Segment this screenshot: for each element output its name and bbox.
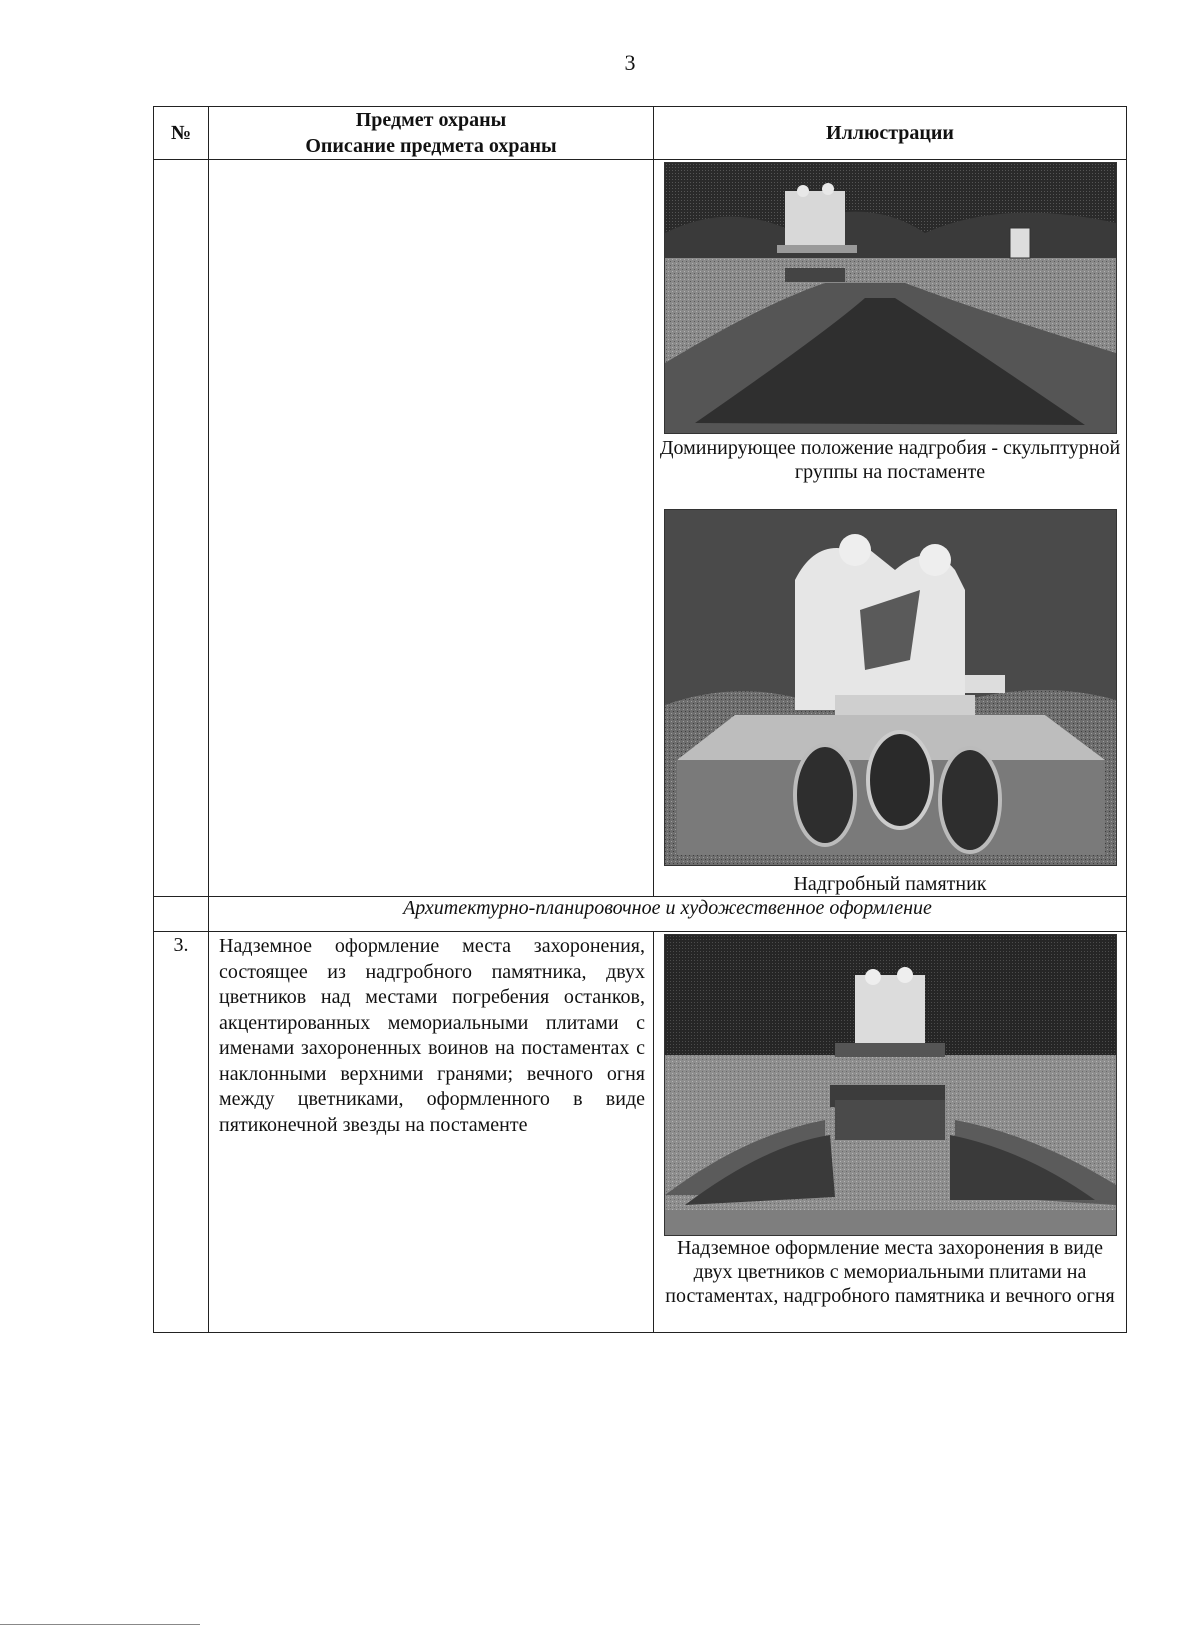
table-row-3	[154, 932, 1127, 1333]
header-subject-line2: Описание предмета охраны	[305, 135, 557, 157]
desc-cell-empty	[209, 160, 654, 897]
photo-caption-3: Надземное оформление места захоронения в виде двух цветников с мемориальными плитами на постаментах, надгробного памятника и вечного огня	[665, 1237, 1115, 1307]
header-illustrations: Иллюстрации	[654, 107, 1127, 160]
photo-memorial-avenue	[664, 162, 1117, 434]
header-subject-line1: Предмет охраны	[355, 109, 507, 131]
photo-tombstone-monument	[664, 509, 1117, 866]
photo-caption-1: Доминирующее положение надгробия - скульптурной группы на постаменте	[659, 437, 1121, 483]
protection-subject-table	[153, 106, 1127, 1333]
row-description-cell	[209, 932, 654, 1333]
num-cell-empty	[154, 160, 209, 897]
section-num-empty	[154, 897, 209, 932]
footer-rule	[0, 1624, 200, 1625]
section-header-row	[154, 897, 1127, 932]
row-number: 3.	[154, 932, 209, 1333]
header-number: №	[154, 107, 209, 160]
photo-burial-site-overview	[664, 934, 1117, 1236]
table-row-continued	[154, 160, 1127, 897]
row-illustration-cell	[654, 932, 1127, 1333]
page-number: 3	[624, 50, 636, 75]
section-title: Архитектурно-планировочное и художественное оформление	[209, 897, 1127, 932]
photo-caption-2: Надгробный памятник	[793, 873, 987, 895]
row-description: Надземное оформление места захоронения, состоящее из надгробного памятника, двух цветников над местами погребения останков, акцентированных мемориальными плитами с именами захороненных воинов на постаментах с наклонными верхними гранями; вечного огня между цветниками, оформленного в виде пятиконечной звезды на постаменте	[219, 935, 645, 1136]
illustration-cell	[654, 160, 1127, 897]
table-header-row	[154, 107, 1127, 160]
header-subject	[209, 107, 654, 160]
